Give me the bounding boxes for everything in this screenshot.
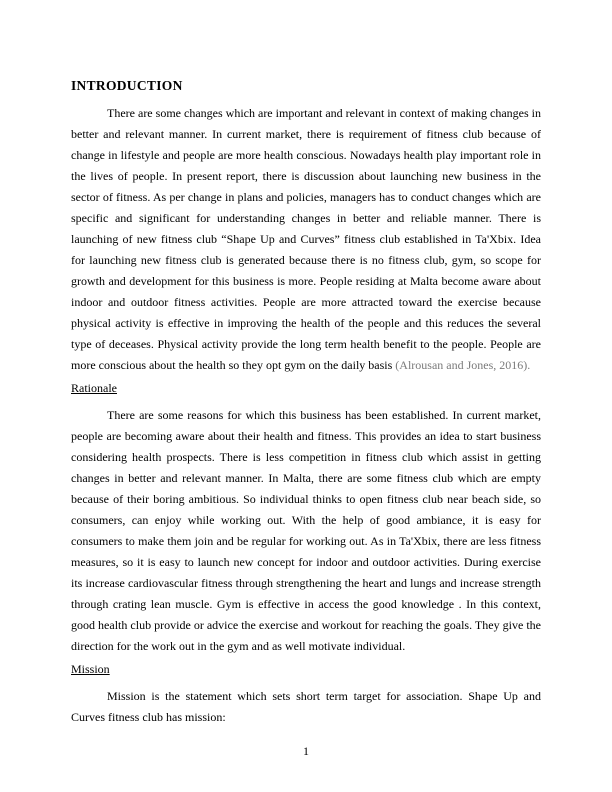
citation-alrousan-jones: (Alrousan and Jones, 2016).	[395, 358, 531, 372]
paragraph-introduction	[71, 103, 541, 376]
subheading-rationale: Rationale	[71, 381, 117, 395]
section-heading-introduction: INTRODUCTION	[71, 78, 183, 93]
paragraph-rationale: There are some reasons for which this business has been established. In current market, people are becoming aware about their health and fitness. This provides an idea to start business considering health prospects. There is less competition in fitness club which assist in getting changes in better and relevant manner. In Malta, there are some fitness club which are empty because of their boring ambitious. So individual thinks to open fitness club near beach side, so consumers, can enjoy while working out. With the help of good ambiance, it is easy for consumers to make them join and be regular for working out. As in Ta'Xbix, there are less fitness measures, so it is easy to launch new concept for indoor and outdoor activities. During exercise its increase cardiovascular fitness through strengthening the heart and lungs and increase strength through crating lean muscle. Gym is effective in access the good knowledge . In this context, good health club provide or advice the exercise and workout for reaching the goals. They give the direction for the work out in the gym and as well motivate individual.	[71, 408, 541, 653]
page-number: 1	[303, 744, 309, 758]
paragraph-introduction-text: There are some changes which are important and relevant in context of making changes in better and relevant manner. In current market, there is requirement of fitness club because of change in lifestyle and people are more health conscious. Nowadays health play important role in the lives of people. In present report, there is discussion about launching new business in the sector of fitness. As per change in plans and policies, managers has to conduct changes which are specific and significant for understanding changes in better and reliable manner. There is launching of new fitness club “Shape Up and Curves” fitness club established in Ta'Xbix. Idea for launching new fitness club is generated because there is no fitness club, gym, so scope for growth and development for this business is more. People residing at Malta become aware about indoor and outdoor fitness activities. People are more attracted toward the exercise because physical activity is effective in improving the health of the people and this reduces the several type of deceases. Physical activity provide the long term health benefit to the people. People are more conscious about the health so they opt gym on the daily basis	[71, 106, 541, 372]
paragraph-mission: Mission is the statement which sets short term target for association. Shape Up and Curves fitness club has mission:	[71, 689, 541, 724]
subheading-mission: Mission	[71, 662, 110, 676]
